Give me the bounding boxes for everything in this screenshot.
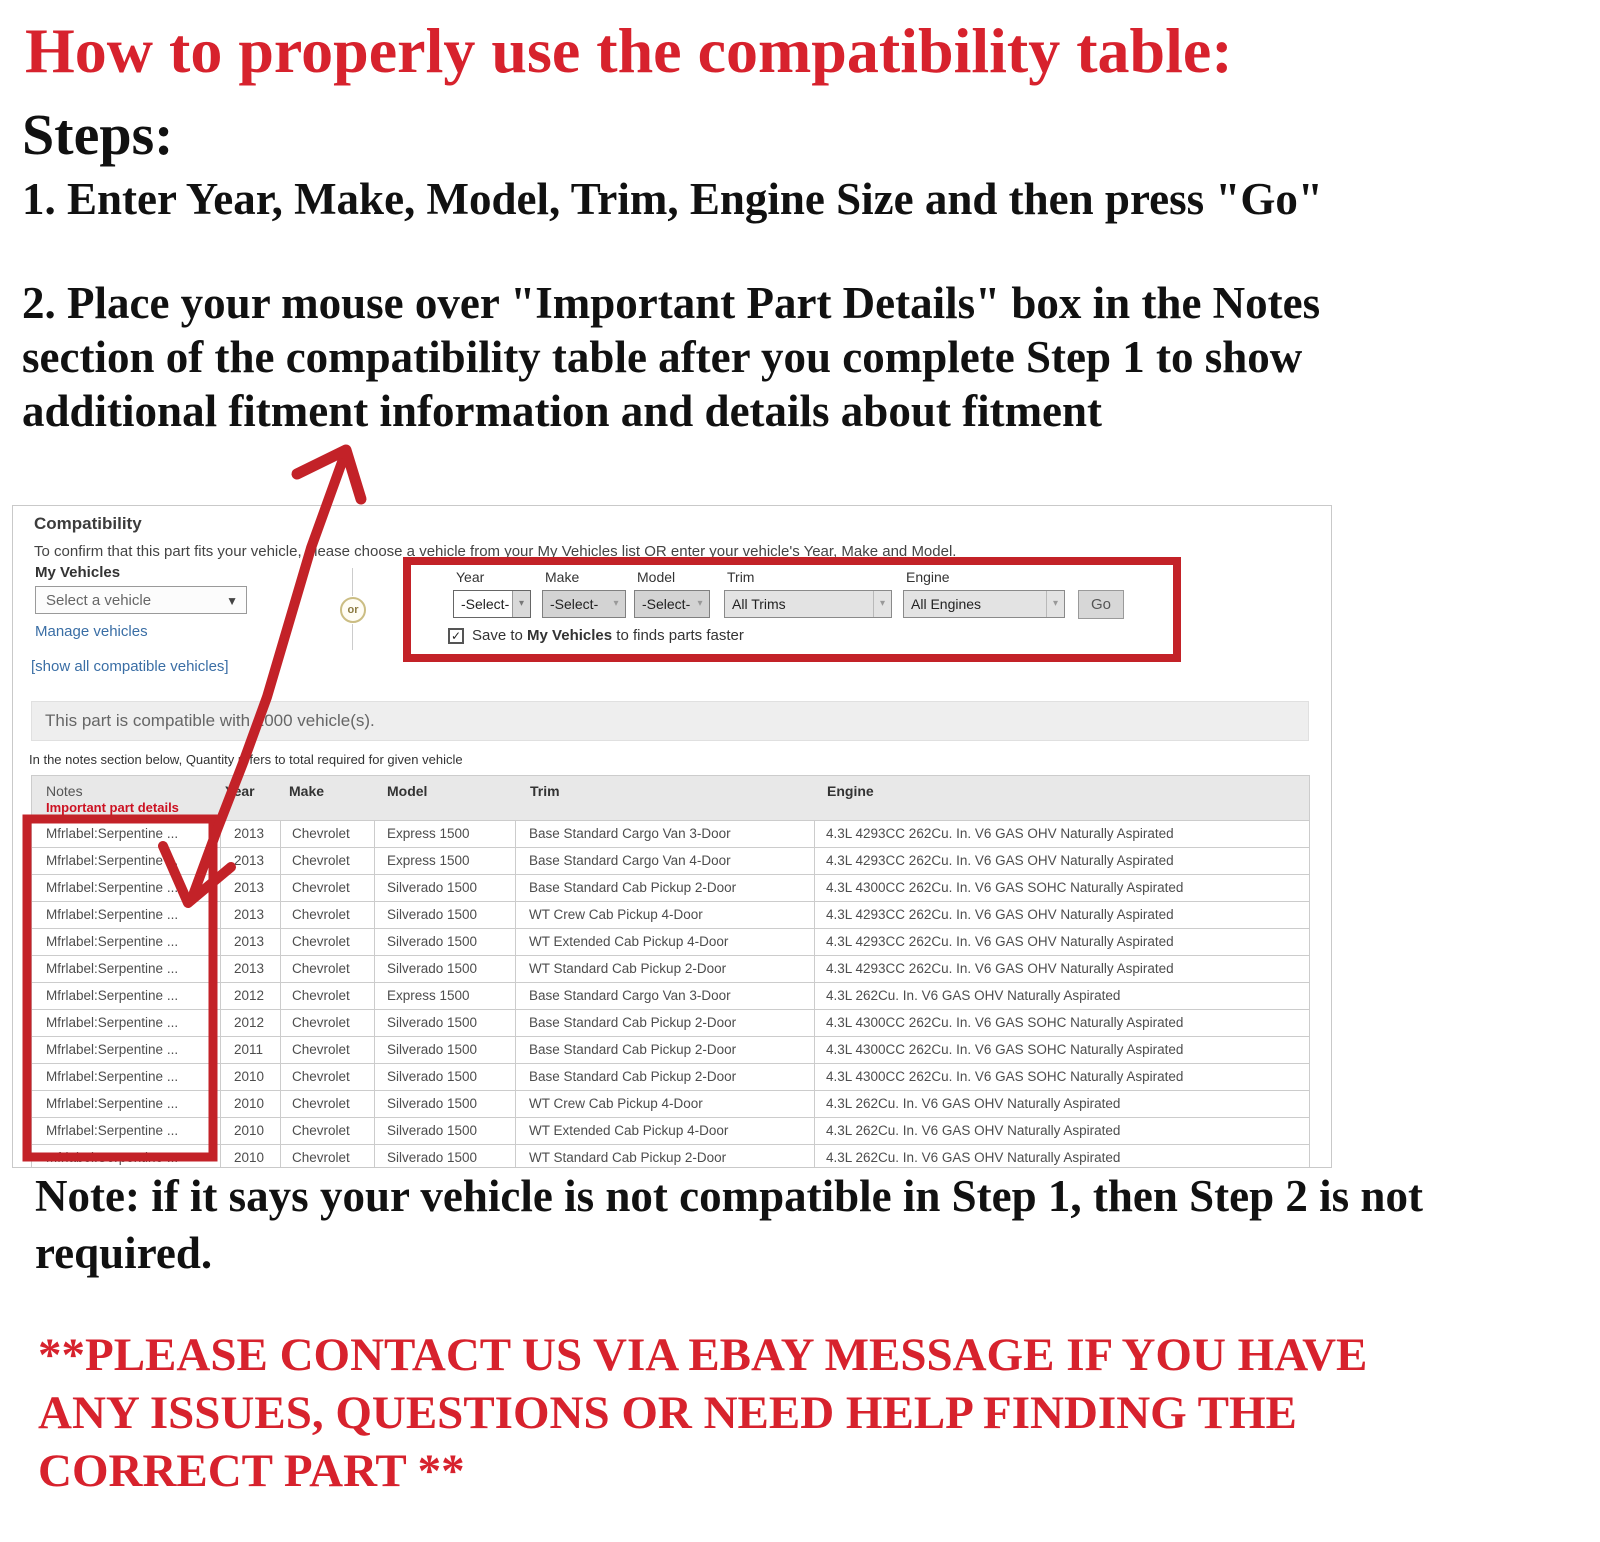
or-separator: or — [340, 597, 366, 623]
table-row — [32, 902, 1309, 929]
trim-cell: Base Standard Cab Pickup 2-Door — [516, 1037, 815, 1063]
engine-cell: 4.3L 4300CC 262Cu. In. V6 GAS SOHC Naturally Aspirated — [826, 880, 1184, 895]
checkmark-icon: ✓ — [450, 629, 462, 643]
year-cell: 2010 — [221, 1091, 281, 1117]
engine-cell: 4.3L 4300CC 262Cu. In. V6 GAS SOHC Naturally Aspirated — [826, 1015, 1184, 1030]
year-cell: 2012 — [221, 1010, 281, 1036]
notes-cell[interactable]: Mfrlabel:Serpentine ... — [32, 1064, 221, 1090]
engine-cell: 4.3L 4300CC 262Cu. In. V6 GAS SOHC Naturally Aspirated — [826, 1042, 1184, 1057]
make-cell: Chevrolet — [281, 983, 375, 1009]
table-header-row — [32, 776, 1309, 821]
table-row — [32, 1145, 1309, 1168]
chevron-down-icon: ▼ — [226, 594, 238, 608]
engine-cell: 4.3L 262Cu. In. V6 GAS OHV Naturally Aspirated — [826, 1123, 1121, 1138]
save-checkbox[interactable] — [448, 628, 464, 644]
table-row — [32, 1037, 1309, 1064]
model-cell: Silverado 1500 — [375, 902, 516, 928]
chevron-down-icon: ▾ — [613, 598, 619, 609]
compatibility-table — [31, 775, 1310, 1168]
make-cell: Chevrolet — [281, 875, 375, 901]
model-select[interactable] — [634, 590, 710, 618]
widget-title: Compatibility — [34, 514, 142, 533]
model-cell: Silverado 1500 — [375, 875, 516, 901]
make-cell: Chevrolet — [281, 821, 375, 847]
notes-cell[interactable]: Mfrlabel:Serpentine ... — [32, 983, 221, 1009]
show-all-compatible-link[interactable]: [show all compatible vehicles] — [31, 658, 229, 675]
year-cell: 2010 — [221, 1145, 281, 1168]
notes-cell[interactable]: Mfrlabel:Serpentine ... — [32, 956, 221, 982]
year-label: Year — [456, 569, 485, 585]
model-cell: Silverado 1500 — [375, 956, 516, 982]
model-select-value: -Select- — [642, 596, 691, 612]
go-button[interactable]: Go — [1078, 590, 1124, 619]
trim-label: Trim — [727, 569, 755, 585]
chevron-down-icon: ▾ — [512, 591, 530, 617]
table-row — [32, 983, 1309, 1010]
model-cell: Express 1500 — [375, 821, 516, 847]
header-make: Make — [289, 783, 325, 799]
model-cell: Silverado 1500 — [375, 929, 516, 955]
year-cell: 2012 — [221, 983, 281, 1009]
step-1-text: 1. Enter Year, Make, Model, Trim, Engine Size and then press "Go" — [22, 174, 1323, 224]
engine-cell: 4.3L 262Cu. In. V6 GAS OHV Naturally Aspirated — [826, 988, 1121, 1003]
widget-description: To confirm that this part fits your vehicle, please choose a vehicle from your My Vehicles list OR enter your vehicle's Year, Make and Model. — [34, 543, 957, 560]
notes-cell[interactable]: Mfrlabel:Serpentine ... — [32, 1091, 221, 1117]
make-cell: Chevrolet — [281, 1037, 375, 1063]
header-trim: Trim — [530, 783, 560, 799]
table-row — [32, 1010, 1309, 1037]
notes-cell[interactable]: Mfrlabel:Serpentine ... — [32, 875, 221, 901]
make-select-value: -Select- — [550, 596, 599, 612]
year-select-value: -Select- — [461, 596, 510, 612]
trim-cell: WT Crew Cab Pickup 4-Door — [516, 1091, 815, 1117]
table-row — [32, 848, 1309, 875]
make-cell: Chevrolet — [281, 1064, 375, 1090]
year-cell: 2013 — [221, 929, 281, 955]
engine-cell: 4.3L 4293CC 262Cu. In. V6 GAS OHV Naturally Aspirated — [826, 853, 1174, 868]
model-cell: Silverado 1500 — [375, 1010, 516, 1036]
year-cell: 2013 — [221, 875, 281, 901]
trim-select-value: All Trims — [732, 596, 786, 612]
engine-cell: 4.3L 262Cu. In. V6 GAS OHV Naturally Aspirated — [826, 1096, 1121, 1111]
annotation-arrowhead-up-icon — [297, 450, 361, 499]
model-cell: Silverado 1500 — [375, 1118, 516, 1144]
chevron-down-icon: ▾ — [873, 591, 891, 617]
model-cell: Silverado 1500 — [375, 1145, 516, 1168]
trim-cell: Base Standard Cab Pickup 2-Door — [516, 1064, 815, 1090]
notes-cell[interactable]: Mfrlabel:Serpentine ... — [32, 1010, 221, 1036]
make-cell: Chevrolet — [281, 956, 375, 982]
make-cell: Chevrolet — [281, 1118, 375, 1144]
trim-cell: Base Standard Cargo Van 3-Door — [516, 821, 815, 847]
year-cell: 2010 — [221, 1118, 281, 1144]
chevron-down-icon: ▾ — [1046, 591, 1064, 617]
notes-cell[interactable]: Mfrlabel:Serpentine ... — [32, 929, 221, 955]
header-engine: Engine — [827, 783, 874, 799]
model-cell: Express 1500 — [375, 983, 516, 1009]
chevron-down-icon: ▾ — [697, 598, 703, 609]
notes-cell[interactable]: Mfrlabel:Serpentine ... — [32, 1118, 221, 1144]
table-row — [32, 1118, 1309, 1145]
note-text: Note: if it says your vehicle is not compatible in Step 1, then Step 2 is not required. — [35, 1171, 1423, 1278]
year-cell: 2013 — [221, 821, 281, 847]
engine-cell: 4.3L 4293CC 262Cu. In. V6 GAS OHV Naturally Aspirated — [826, 826, 1174, 841]
notes-cell[interactable]: Mfrlabel:Serpentine ... — [32, 848, 221, 874]
engine-select-value: All Engines — [911, 596, 982, 612]
notes-cell[interactable]: Mfrlabel:Serpentine ... — [32, 1037, 221, 1063]
make-cell: Chevrolet — [281, 1010, 375, 1036]
table-row — [32, 1091, 1309, 1118]
table-row — [32, 1064, 1309, 1091]
header-notes: Notes Important part details — [32, 776, 221, 820]
my-vehicles-select[interactable] — [35, 586, 247, 614]
my-vehicles-label: My Vehicles — [35, 564, 121, 581]
trim-cell: WT Extended Cab Pickup 4-Door — [516, 1118, 815, 1144]
model-cell: Silverado 1500 — [375, 1064, 516, 1090]
table-row — [32, 875, 1309, 902]
year-cell: 2011 — [221, 1037, 281, 1063]
engine-cell: 4.3L 4293CC 262Cu. In. V6 GAS OHV Naturally Aspirated — [826, 907, 1174, 922]
make-label: Make — [545, 569, 580, 585]
year-cell: 2013 — [221, 956, 281, 982]
model-cell: Silverado 1500 — [375, 1091, 516, 1117]
important-part-details-label: Important part details — [46, 800, 179, 815]
year-cell: 2010 — [221, 1064, 281, 1090]
engine-cell: 4.3L 4293CC 262Cu. In. V6 GAS OHV Naturally Aspirated — [826, 934, 1174, 949]
model-cell: Express 1500 — [375, 848, 516, 874]
trim-cell: Base Standard Cab Pickup 2-Door — [516, 1010, 815, 1036]
engine-cell: 4.3L 4293CC 262Cu. In. V6 GAS OHV Naturally Aspirated — [826, 961, 1174, 976]
trim-cell: Base Standard Cargo Van 4-Door — [516, 848, 815, 874]
trim-cell: Base Standard Cargo Van 3-Door — [516, 983, 815, 1009]
table-row — [32, 929, 1309, 956]
make-select[interactable] — [542, 590, 626, 618]
compatibility-widget — [12, 505, 1332, 1168]
make-cell: Chevrolet — [281, 1145, 375, 1168]
trim-cell: Base Standard Cab Pickup 2-Door — [516, 875, 815, 901]
trim-cell: WT Standard Cab Pickup 2-Door — [516, 1145, 815, 1168]
engine-cell: 4.3L 4300CC 262Cu. In. V6 GAS SOHC Naturally Aspirated — [826, 1069, 1184, 1084]
manage-vehicles-link[interactable]: Manage vehicles — [35, 623, 148, 640]
year-cell: 2013 — [221, 848, 281, 874]
compatibility-banner: This part is compatible with 1000 vehicle(s). — [31, 701, 1309, 741]
engine-label: Engine — [906, 569, 950, 585]
model-cell: Silverado 1500 — [375, 1037, 516, 1063]
steps-heading: Steps: — [22, 102, 174, 167]
engine-select[interactable] — [903, 590, 1065, 618]
notes-cell[interactable]: Mfrlabel:Serpentine ... — [32, 1145, 221, 1168]
page-title: How to properly use the compatibility table: — [25, 15, 1233, 86]
make-cell: Chevrolet — [281, 902, 375, 928]
or-divider-line — [352, 624, 353, 650]
table-row — [32, 956, 1309, 983]
header-year: Year — [225, 783, 255, 799]
notes-hint: In the notes section below, Quantity refers to total required for given vehicle — [29, 752, 463, 767]
or-divider-line — [352, 568, 353, 596]
contact-text: **PLEASE CONTACT US VIA EBAY MESSAGE IF YOU HAVE ANY ISSUES, QUESTIONS OR NEED HELP FINDING THE CORRECT PART ** — [38, 1329, 1368, 1497]
make-cell: Chevrolet — [281, 848, 375, 874]
model-label: Model — [637, 569, 676, 585]
trim-cell: WT Standard Cab Pickup 2-Door — [516, 956, 815, 982]
notes-cell[interactable]: Mfrlabel:Serpentine ... — [32, 902, 221, 928]
engine-cell: 4.3L 262Cu. In. V6 GAS OHV Naturally Aspirated — [826, 1150, 1121, 1165]
trim-select[interactable] — [724, 590, 892, 618]
trim-cell: WT Crew Cab Pickup 4-Door — [516, 902, 815, 928]
my-vehicles-select-value: Select a vehicle — [46, 592, 152, 609]
save-checkbox-label: Save to My Vehicles to finds parts faster — [472, 627, 744, 644]
make-cell: Chevrolet — [281, 929, 375, 955]
make-cell: Chevrolet — [281, 1091, 375, 1117]
notes-cell[interactable]: Mfrlabel:Serpentine ... — [32, 821, 221, 847]
trim-cell: WT Extended Cab Pickup 4-Door — [516, 929, 815, 955]
header-model: Model — [387, 783, 428, 799]
table-row — [32, 821, 1309, 848]
step-2-text: 2. Place your mouse over "Important Part Details" box in the Notes section of the compatibility table after you complete Step 1 to show additional fitment information and details about fitment — [22, 278, 1321, 436]
year-select[interactable] — [453, 590, 531, 618]
year-cell: 2013 — [221, 902, 281, 928]
